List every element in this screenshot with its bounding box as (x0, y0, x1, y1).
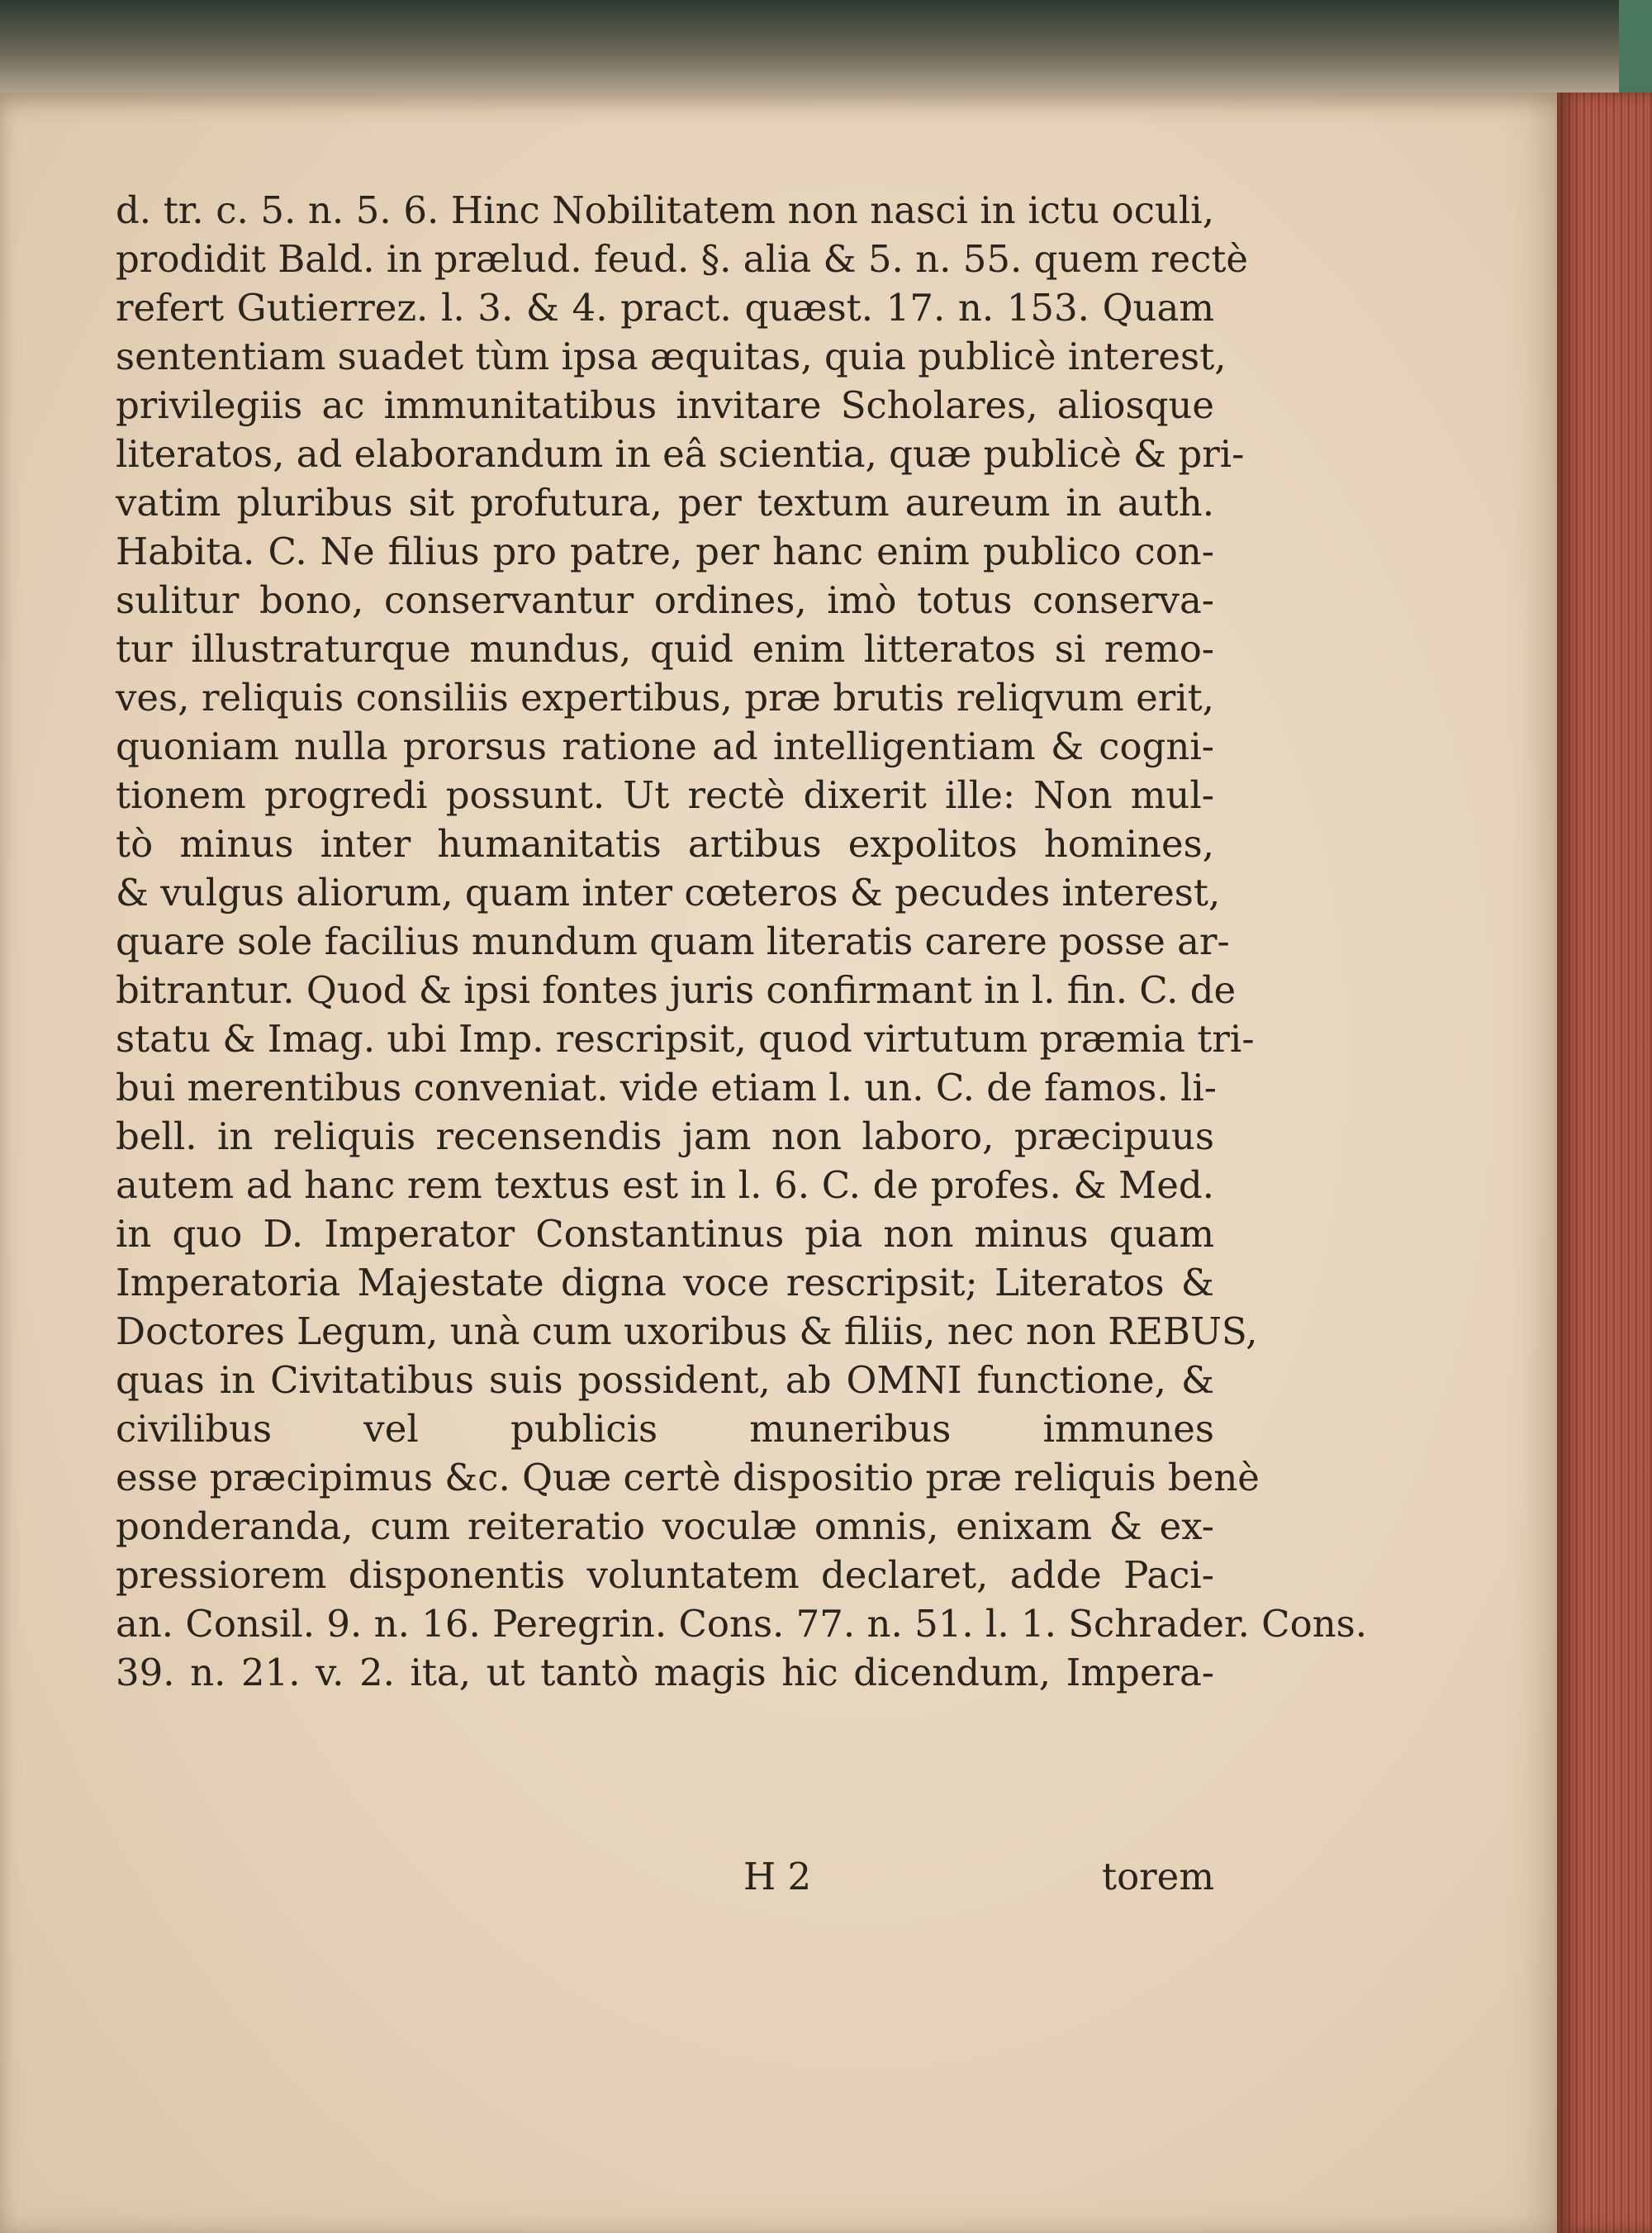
text-line: bell. in reliquis recensendis jam non laboro, præcipuus (116, 1114, 1214, 1158)
text-line: tò minus inter humanitatis artibus expolitos homines, (116, 822, 1214, 866)
text-line: bui merentibus conveniat. vide etiam l. un. C. de famos. li- (116, 1066, 1217, 1109)
text-line: an. Consil. 9. n. 16. Peregrin. Cons. 77. n. 51. l. 1. Schrader. Cons. (116, 1602, 1368, 1646)
text-line: 39. n. 21. v. 2. ita, ut tantò magis hic dicendum, Impera- (116, 1651, 1214, 1694)
text-line: statu & Imag. ubi Imp. rescripsit, quod virtutum præmia tri- (116, 1017, 1255, 1061)
text-line: prodidit Bald. in prælud. feud. §. alia & 5. n. 55. quem rectè (116, 237, 1249, 281)
text-line: & vulgus aliorum, quam inter cœteros & pecudes interest, (116, 871, 1221, 915)
text-line: pressiorem disponentis voluntatem declaret, adde Paci- (116, 1553, 1214, 1597)
text-line: esse præcipimus &c. Quæ certè dispositio præ reliquis benè (116, 1456, 1260, 1499)
signature-mark: H 2 (743, 1855, 812, 1898)
page-footer (116, 1855, 1214, 1904)
text-line: Imperatoria Majestate digna voce rescripsit; Literatos & (116, 1261, 1214, 1304)
text-line: ves, reliquis consiliis expertibus, præ brutis reliqvum erit, (116, 676, 1214, 720)
text-line: quare sole facilius mundum quam literatis carere posse ar- (116, 919, 1230, 963)
text-line: tionem progredi possunt. Ut rectè dixerit ille: Non mul- (116, 773, 1214, 817)
text-line: sententiam suadet tùm ipsa æquitas, quia publicè interest, (116, 335, 1227, 378)
text-line: vatim pluribus sit profutura, per textum aureum in auth. (116, 481, 1214, 525)
text-line: literatos, ad elaborandum in eâ scientia, quæ publicè & pri- (116, 432, 1245, 476)
body-text (116, 186, 1368, 1697)
text-line: Habita. C. Ne filius pro patre, per hanc enim publico con- (116, 530, 1214, 573)
text-line: d. tr. c. 5. n. 5. 6. Hinc Nobilitatem non nasci in ictu oculi, (116, 188, 1214, 232)
text-line: quoniam nulla prorsus ratione ad intelligentiam & cogni- (116, 725, 1214, 768)
text-line: tur illustraturque mundus, quid enim litteratos si remo- (116, 627, 1214, 671)
catchword: torem (1102, 1855, 1214, 1898)
text-line: privilegiis ac immunitatibus invitare Scholares, aliosque (116, 383, 1214, 427)
page-edges-red (1557, 93, 1652, 2233)
text-line: sulitur bono, conservantur ordines, imò totus conserva- (116, 578, 1214, 622)
text-line: bitrantur. Quod & ipsi fontes juris confirmant in l. fin. C. de (116, 968, 1237, 1012)
page-top-shadow (0, 0, 1619, 99)
text-line: civilibus vel publicis muneribus immunes (116, 1407, 1214, 1451)
text-line: autem ad hanc rem textus est in l. 6. C. de profes. & Med. (116, 1163, 1214, 1207)
text-line: quas in Civitatibus suis possident, ab OMNI functione, & (116, 1358, 1214, 1402)
text-line: ponderanda, cum reiteratio voculæ omnis, enixam & ex- (116, 1504, 1214, 1548)
text-line: refert Gutierrez. l. 3. & 4. pract. quæst. 17. n. 153. Quam (116, 286, 1214, 330)
text-line: in quo D. Imperator Constantinus pia non minus quam (116, 1212, 1214, 1256)
text-line: Doctores Legum, unà cum uxoribus & filiis, nec non REBUS, (116, 1309, 1258, 1353)
